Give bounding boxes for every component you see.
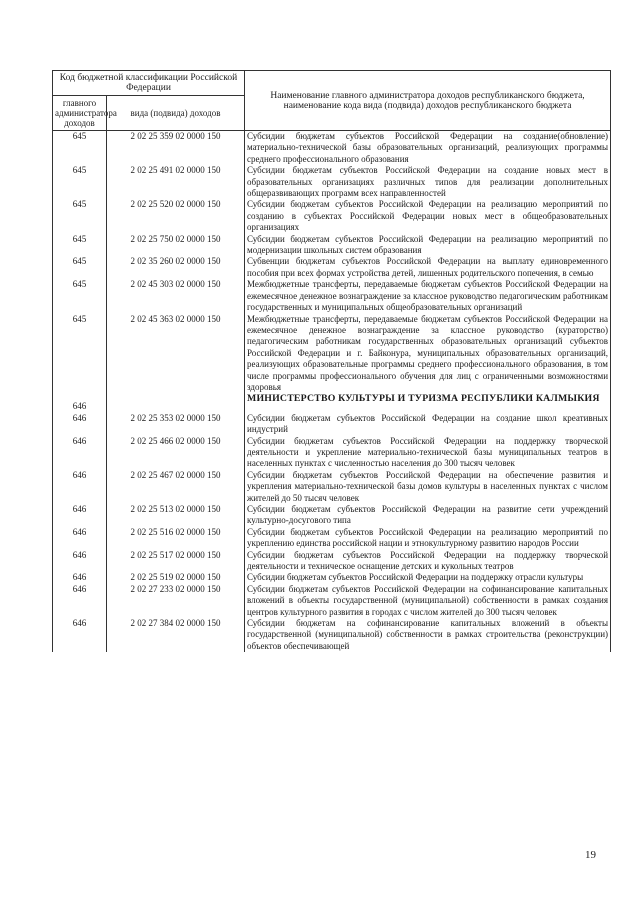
revenue-name-cell: Субсидии бюджетам субъектов Российской Федерации на развитие сети учреждений культурно-досугового типа (245, 504, 611, 527)
type-code-header: вида (подвида) доходов (107, 96, 245, 131)
admin-code-cell: 646 (53, 436, 107, 470)
table-row (53, 165, 611, 199)
table-body (53, 131, 611, 653)
admin-code-cell: 646 (53, 413, 107, 436)
table-row (53, 618, 611, 652)
admin-code-cell: 646 (53, 470, 107, 504)
ministry-name-cell: МИНИСТЕРСТВО КУЛЬТУРЫ И ТУРИЗМА РЕСПУБЛИКИ КАЛМЫКИЯ (245, 393, 611, 412)
revenue-name-cell: Субсидии бюджетам субъектов Российской Федерации на софинансирование капитальных вложений в объекты государственной (муниципальной) собственности в рамках создания центров культурного развития в городах с числом жителей до 300 тысяч человек (245, 584, 611, 618)
admin-code-cell: 646 (53, 504, 107, 527)
table-row (53, 199, 611, 233)
admin-code-cell: 645 (53, 234, 107, 257)
revenue-code-cell: 2 02 25 353 02 0000 150 (107, 413, 245, 436)
revenue-code-cell: 2 02 25 466 02 0000 150 (107, 436, 245, 470)
revenue-code-cell: 2 02 25 750 02 0000 150 (107, 234, 245, 257)
revenue-code-cell: 2 02 25 519 02 0000 150 (107, 572, 245, 583)
table-row (53, 572, 611, 583)
revenue-code-cell (107, 393, 245, 412)
revenue-name-cell: Межбюджетные трансферты, передаваемые бюджетам субъектов Российской Федерации на ежемесячное денежное вознаграждение за классное руководство педагогическим работникам государственных и муниципальных общеобразовательных организаций (245, 279, 611, 313)
revenue-code-cell: 2 02 27 384 02 0000 150 (107, 618, 245, 652)
revenue-classification-table (52, 70, 611, 652)
revenue-name-cell: Субсидии бюджетам субъектов Российской Федерации на реализацию мероприятий по модернизации школьных систем образования (245, 234, 611, 257)
admin-code-cell: 646 (53, 393, 107, 412)
admin-code-cell: 645 (53, 314, 107, 394)
admin-code-header: главного администратора доходов (53, 96, 107, 131)
admin-code-cell: 645 (53, 279, 107, 313)
revenue-name-cell: Субсидии бюджетам субъектов Российской Федерации на создание школ креативных индустрий (245, 413, 611, 436)
revenue-name-cell: Субсидии бюджетам субъектов Российской Федерации на поддержку отрасли культуры (245, 572, 611, 583)
ministry-row (53, 393, 611, 412)
revenue-name-cell: Субсидии бюджетам субъектов Российской Федерации на поддержку творческой деятельности и укрепление материально-технической базы муниципальных театров в населенных пунктах с численностью населения до 300 тысяч человек (245, 436, 611, 470)
revenue-code-cell: 2 02 25 516 02 0000 150 (107, 527, 245, 550)
revenue-code-cell: 2 02 25 513 02 0000 150 (107, 504, 245, 527)
name-header: Наименование главного администратора доходов республиканского бюджета, наименование кода вида (подвида) доходов республиканского бюджета (245, 71, 611, 131)
revenue-code-cell: 2 02 35 260 02 0000 150 (107, 256, 245, 279)
table-row (53, 234, 611, 257)
page-number: 19 (585, 849, 596, 861)
revenue-name-cell: Субсидии бюджетам субъектов Российской Федерации на создание(обновление) материально-технической базы образовательных организаций, реализующих программы среднего профессионального образования (245, 131, 611, 166)
table-row (53, 413, 611, 436)
revenue-name-cell: Субсидии бюджетам субъектов Российской Федерации на обеспечение развития и укрепления материально-технической базы домов культуры в населенных пунктах с числом жителей до 50 тысяч человек (245, 470, 611, 504)
admin-code-cell: 646 (53, 584, 107, 618)
table-row (53, 504, 611, 527)
revenue-code-cell: 2 02 27 233 02 0000 150 (107, 584, 245, 618)
revenue-code-cell: 2 02 25 359 02 0000 150 (107, 131, 245, 166)
admin-code-cell: 646 (53, 550, 107, 573)
revenue-code-cell: 2 02 45 303 02 0000 150 (107, 279, 245, 313)
kbk-header: Код бюджетной классификации Российской Федерации (53, 71, 245, 96)
revenue-name-cell: Субсидии бюджетам субъектов Российской Федерации на поддержку творческой деятельности и техническое оснащение детских и кукольных театров (245, 550, 611, 573)
admin-code-cell: 646 (53, 572, 107, 583)
revenue-code-cell: 2 02 25 491 02 0000 150 (107, 165, 245, 199)
table-row (53, 470, 611, 504)
revenue-name-cell: Субсидии бюджетам субъектов Российской Федерации на реализацию мероприятий по созданию в субъектах Российской Федерации новых мест в общеобразовательных организациях (245, 199, 611, 233)
admin-code-cell: 646 (53, 527, 107, 550)
revenue-code-cell: 2 02 25 467 02 0000 150 (107, 470, 245, 504)
revenue-name-cell: Субсидии бюджетам на софинансирование капитальных вложений в объекты государственной (муниципальной) собственности в рамках строительства (реконструкции) объектов обеспечивающей (245, 618, 611, 652)
table-row (53, 436, 611, 470)
table-row (53, 550, 611, 573)
table-row (53, 279, 611, 313)
admin-code-cell: 645 (53, 165, 107, 199)
revenue-code-cell: 2 02 25 517 02 0000 150 (107, 550, 245, 573)
revenue-name-cell: Субсидии бюджетам субъектов Российской Федерации на реализацию мероприятий по укреплению единства российской нации и этнокультурному развитию народов России (245, 527, 611, 550)
table-row (53, 131, 611, 166)
revenue-code-cell: 2 02 25 520 02 0000 150 (107, 199, 245, 233)
admin-code-cell: 646 (53, 618, 107, 652)
table-row (53, 584, 611, 618)
table-row (53, 527, 611, 550)
admin-code-cell: 645 (53, 199, 107, 233)
table-row (53, 314, 611, 394)
admin-code-cell: 645 (53, 131, 107, 166)
revenue-name-cell: Межбюджетные трансферты, передаваемые бюджетам субъектов Российской Федерации на ежемесячное денежное вознаграждение за классное руководство (кураторство) педагогическим работникам государственных образовательных организаций субъектов Российской Федерации и г. Байконура, муниципальных образовательных организаций, реализующих образовательные программы среднего профессионального образования, в том числе программы профессионального обучения для лиц с ограниченными возможностями здоровья (245, 314, 611, 394)
revenue-code-cell: 2 02 45 363 02 0000 150 (107, 314, 245, 394)
admin-code-cell: 645 (53, 256, 107, 279)
revenue-name-cell: Субвенции бюджетам субъектов Российской Федерации на выплату единовременного пособия при всех формах устройства детей, лишенных родительского попечения, в семью (245, 256, 611, 279)
revenue-name-cell: Субсидии бюджетам субъектов Российской Федерации на создание новых мест в образовательных организациях различных типов для реализации дополнительных общеразвивающих программ всех направленностей (245, 165, 611, 199)
table-row (53, 256, 611, 279)
